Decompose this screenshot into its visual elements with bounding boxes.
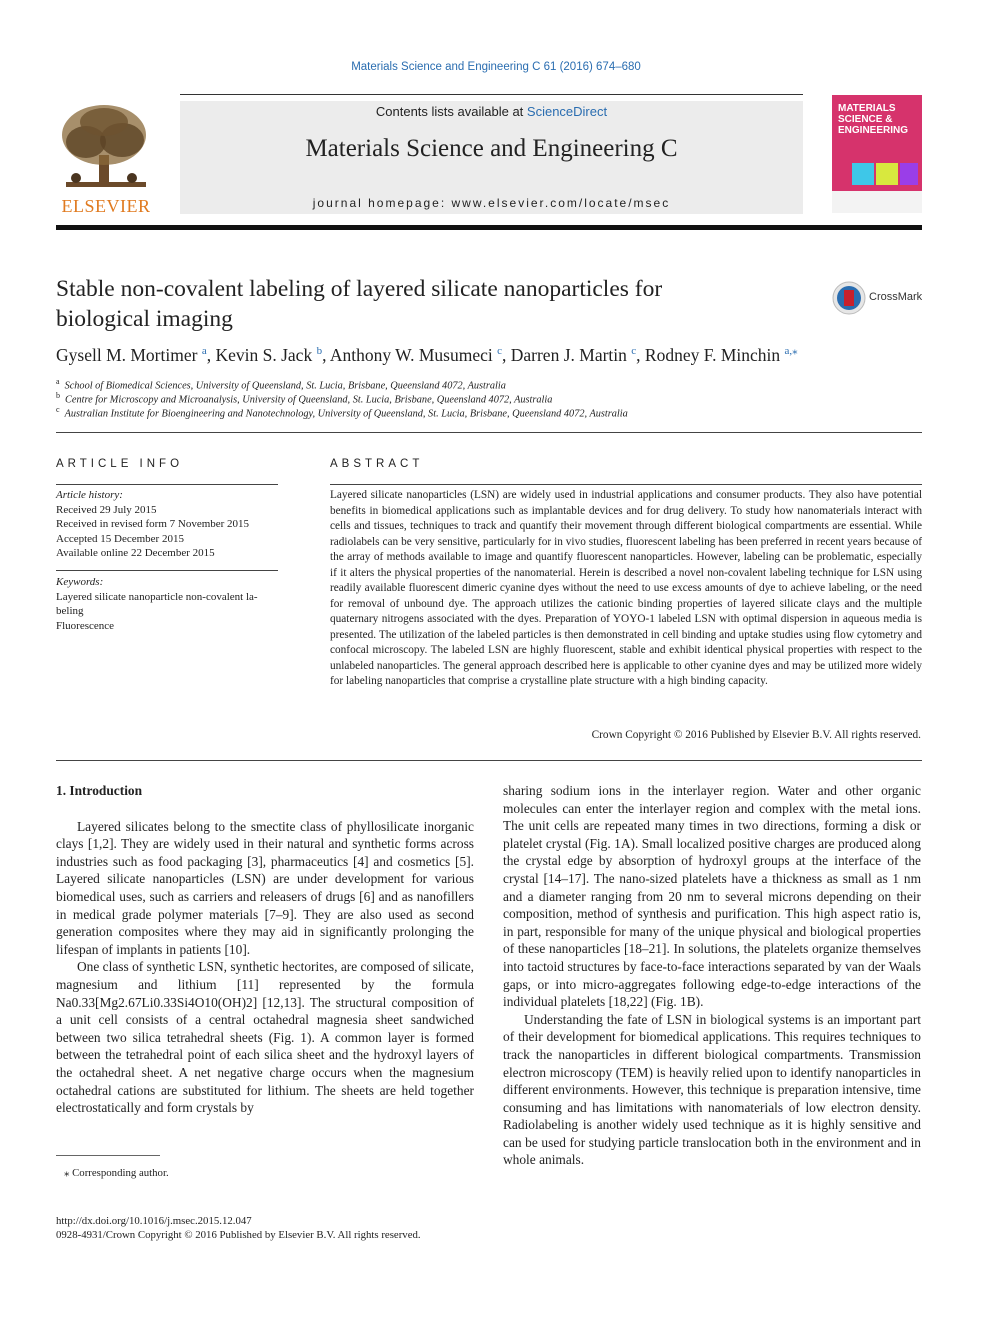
cover-image-3 <box>900 163 918 185</box>
history-accepted: Accepted 15 December 2015 <box>56 532 184 545</box>
affil-rule <box>56 432 922 433</box>
author-affil-sup[interactable]: a <box>201 345 207 357</box>
crossmark-badge[interactable] <box>832 281 932 315</box>
abstract-copyright: Crown Copyright © 2016 Published by Elsevier B.V. All rights reserved. <box>591 729 921 741</box>
author-list <box>56 344 922 366</box>
issn-line: 0928-4931/Crown Copyright © 2016 Published by Elsevier B.V. All rights reserved. <box>56 1229 421 1241</box>
journal-citation[interactable]: Materials Science and Engineering C 61 (2016) 674–680 <box>351 61 641 73</box>
header-rule <box>180 94 803 95</box>
keyword: Layered silicate nanoparticle non-covalent la- <box>56 590 258 603</box>
journal-cover <box>832 95 922 213</box>
journal-title: Materials Science and Engineering C <box>305 135 678 162</box>
author-sep: , <box>636 344 645 365</box>
affil-text: School of Biomedical Sciences, University of Queensland, St. Lucia, Brisbane, Queensland 4072, Australia <box>64 380 506 392</box>
article-title <box>56 274 776 334</box>
affiliation-c <box>56 405 922 419</box>
author-sep: , <box>322 344 330 365</box>
author-name: Anthony W. Musumeci <box>329 344 493 365</box>
affil-sup: c <box>56 405 60 414</box>
affiliation-a <box>56 377 922 391</box>
chemical-formula: Na0.33[Mg2.67Li0.33Si4O10(OH)2] <box>56 994 258 1010</box>
affil-text: Centre for Microscopy and Microanalysis, University of Queensland, St. Lucia, Brisbane, Queensland 4072, Australia <box>65 394 553 406</box>
sciencedirect-link[interactable]: ScienceDirect <box>526 104 608 119</box>
keywords <box>56 575 278 633</box>
article-info-heading: ARTICLE INFO <box>56 458 184 470</box>
author[interactable] <box>330 345 502 365</box>
author-name: Kevin S. Jack <box>215 344 313 365</box>
right-paragraph-2: Understanding the fate of LSN in biological systems is an important part of their development for biomedical applications. This requires techniques to track the nanoparticles in different biological compartments. Transmission electron microscopy (TEM) is heavily relied upon to identify nanoparticles in different environments. However, this technique is preparation intensive, time consuming and has limitations with nanomaterials of low electron density. Radiolabeling is another widely used technique as it is highly sensitive and can be used for studying particle translocation both in the environment and in whole animals. <box>503 1011 921 1168</box>
keywords-label: Keywords: <box>56 576 104 588</box>
history-online: Available online 22 December 2015 <box>56 547 215 559</box>
contents-line <box>180 104 803 119</box>
author[interactable] <box>645 345 798 365</box>
body-left-column <box>56 782 474 1117</box>
keyword: beling <box>56 605 84 617</box>
abstract-heading: ABSTRACT <box>330 458 424 470</box>
article-info-rule <box>56 484 278 485</box>
intro-p2-start: One class of synthetic LSN, synthetic hectorites, are composed of silicate, magnesium and lithium [11] represented by the formula <box>56 959 474 992</box>
author-affil-sup[interactable]: c <box>497 345 502 357</box>
title-line-2: biological imaging <box>56 306 233 332</box>
section-heading: 1. Introduction <box>56 783 143 798</box>
abstract-rule <box>330 484 922 485</box>
abstract-bottom-rule <box>56 760 922 761</box>
affil-sup: b <box>56 391 60 400</box>
author-affil-sup[interactable]: c <box>631 345 637 357</box>
affiliation-b <box>56 391 922 405</box>
cover-image-1 <box>852 163 874 185</box>
author[interactable] <box>215 345 322 365</box>
author[interactable] <box>511 345 636 365</box>
article-history <box>56 488 278 561</box>
header-thick-rule <box>56 225 922 230</box>
history-revised: Received in revised form 7 November 2015 <box>56 518 250 530</box>
intro-paragraph-2 <box>56 958 474 1116</box>
contents-prefix: Contents lists available at <box>375 104 527 119</box>
cover-line-2: SCIENCE & <box>838 114 893 125</box>
author-sep: , <box>206 344 216 365</box>
intro-p2-end: [12,13]. The structural composition of a unit cell consists of a central octahedral magnesia sheet sandwiched between two silica tetrahedral sheets (Fig. 1). A common layer is formed between the tetrahedral point of each silica sheet and the hydroxyl layers of the octahedral sheet. A net negative charge occurs when the magnesium octahedral cations are substituted for lithium. The sheets are held together electrostatically and form crystals by <box>56 994 474 1116</box>
footnote-rule <box>56 1155 160 1156</box>
author-name: Rodney F. Minchin <box>644 344 781 365</box>
crossmark-label: CrossMark <box>869 291 923 303</box>
cover-line-1: MATERIALS <box>838 103 896 114</box>
keywords-rule <box>56 570 278 571</box>
author-name: Gysell M. Mortimer <box>56 344 198 365</box>
author-sep: , <box>502 344 511 365</box>
journal-homepage[interactable]: journal homepage: www.elsevier.com/locate/msec <box>312 196 671 210</box>
intro-paragraph-1: Layered silicates belong to the smectite class of phyllosilicate inorganic clays [1,2]. They are widely used in their natural and synthetic forms across industries such as food packaging [3], pharmaceutics [4] and cosmetics [5]. Layered silicate nanoparticles (LSN) are under development for various biomedical uses, such as carriers and releasers of drugs [6] and as nanofillers in medical grade polymer materials [7–9]. They are also used as second generation composites where they may aid in significantly prolonging the lifespan of implants in patients [10]. <box>56 818 474 957</box>
keyword: Fluorescence <box>56 619 115 632</box>
author-affil-sup[interactable]: a,⁎ <box>784 345 798 357</box>
title-line-1: Stable non-covalent labeling of layered silicate nanoparticles for <box>56 276 663 302</box>
footnote-corresponding: ⁎ Corresponding author. <box>64 1167 169 1179</box>
elsevier-wordmark: ELSEVIER <box>61 196 151 216</box>
history-received: Received 29 July 2015 <box>56 503 157 516</box>
doi-link[interactable]: http://dx.doi.org/10.1016/j.msec.2015.12.047 <box>56 1215 252 1227</box>
cover-footer <box>832 191 922 213</box>
author-affil-sup[interactable]: b <box>316 345 323 357</box>
cover-image-2 <box>876 163 898 185</box>
author-name: Darren J. Martin <box>510 344 627 365</box>
right-paragraph-1: sharing sodium ions in the interlayer region. Water and other organic molecules can enter the interlayer region and complex with the metal ions. The unit cells are repeated many times in two directions, forming a disk or platelet crystal (Fig. 1A). Small localized positive charges are produced along the crystal edge by absorption of hydroxyl groups at the interface of the crystal [14–17]. The nano-sized platelets have a thickness as small as 1 nm and a diameter ranging from 20 nm to several microns depending on their composition, method of synthesis and purification. This high aspect ratio is, in part, responsible for many of the unique physical and biological properties of these nanoparticles [18–21]. In solutions, the platelets organize themselves into tactoid structures by face-to-face interactions separated by van der Waals gaps, or into micro-aggregates following edge-to-edge interactions of the individual platelets [18,22] (Fig. 1B). <box>503 783 921 1010</box>
body-right-column <box>503 782 921 1169</box>
crossmark-icon <box>832 281 866 315</box>
abstract-text: Layered silicate nanoparticles (LSN) are widely used in industrial applications and consumer products. They also have potential benefits in biomedical applications such as implantable devices and for drug delivery. To study how nanomaterials interact with cells and tissues, techniques to track and quantify their movement through different biological compartments are essential. While radiolabels can be very sensitive, particularly for in vivo studies, fluorescent labeling has been preferred in recent years because of the array of methods available to image and quantify fluorescent nanoparticles. However, labeling can be problematic, especially if it alters the physical properties of the nanomaterial. Herein is described a novel non-covalent labeling technique for LSN using readily available fluorescent dimeric cyanine dyes without the need to use excess amounts of dye to achieve labeling, or the need for removal of unbound dye. The approach utilizes the cationic binding properties of layered silicate clays and the multiple quaternary nitrogens associated with the dyes. Preparation of YOYO-1 labeled LSN with optimal dispersion in aqueous media is presented. The utilization of the labeled particles is then demonstrated in cell binding and uptake studies using flow cytometry and confocal microscopy. The labeled LSN are highly fluorescent, stable and exhibit identical physical properties with respect to the unlabeled nanoparticles. The general approach described here is applicable to other cyanine dyes and may be utilized more widely for labeling nanoparticles that comprise a crystalline plate structure with a high binding capacity. <box>330 489 922 687</box>
author[interactable] <box>56 345 207 365</box>
cover-line-3: ENGINEERING <box>838 125 909 136</box>
affil-sup: a <box>56 377 60 386</box>
history-label: Article history: <box>56 489 123 501</box>
elsevier-logo <box>56 100 156 218</box>
affil-text: Australian Institute for Bioengineering and Nanotechnology, University of Queensland, St. Lucia, Brisbane, Queensland 4072, Australia <box>64 408 628 420</box>
